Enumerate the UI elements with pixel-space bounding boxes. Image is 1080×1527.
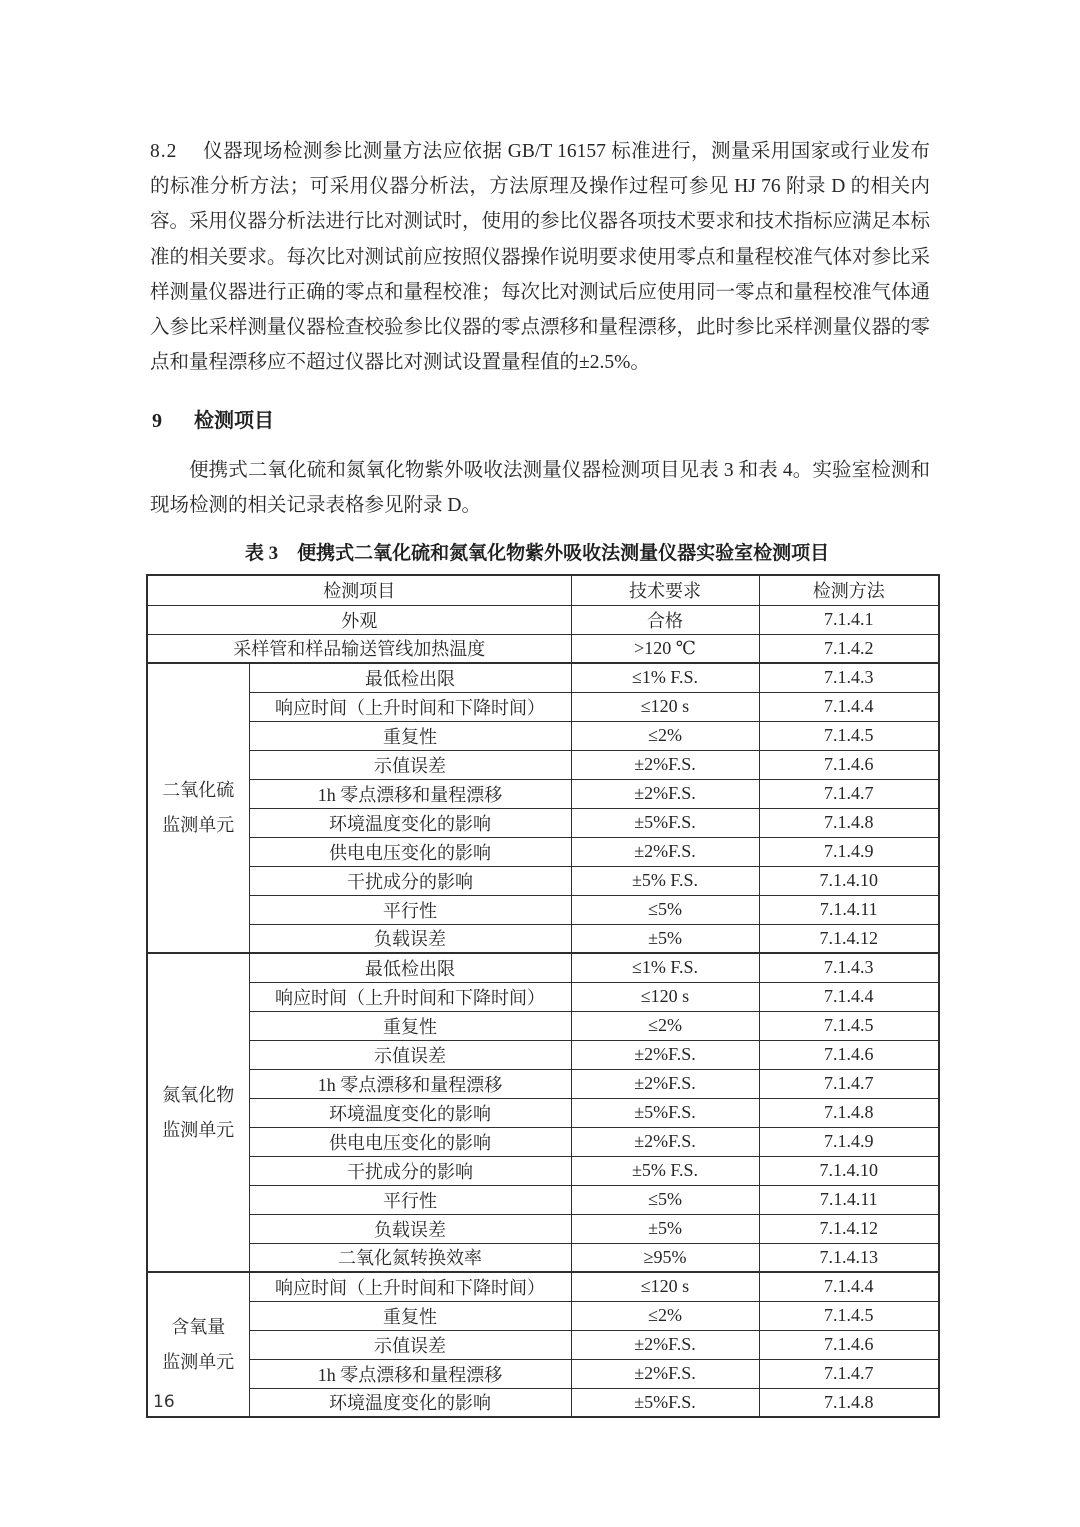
table-row	[147, 1040, 939, 1069]
req-cell: ±5%F.S.	[571, 1388, 759, 1417]
table-row	[147, 1098, 939, 1127]
req-cell: ≤120 s	[571, 1272, 759, 1301]
table-row	[147, 750, 939, 779]
table-row	[147, 663, 939, 692]
item-cell: 环境温度变化的影响	[249, 1098, 571, 1127]
req-cell: ≤120 s	[571, 982, 759, 1011]
table-row	[147, 837, 939, 866]
table-row	[147, 1359, 939, 1388]
item-cell: 平行性	[249, 1185, 571, 1214]
table-row	[147, 1301, 939, 1330]
req-cell: ±2%F.S.	[571, 750, 759, 779]
item-cell: 重复性	[249, 1301, 571, 1330]
table-row	[147, 895, 939, 924]
table-row	[147, 808, 939, 837]
req-cell: ±2%F.S.	[571, 1040, 759, 1069]
page-number: 16	[153, 1392, 175, 1412]
req-cell: ±2%F.S.	[571, 1359, 759, 1388]
col-header-requirement: 技术要求	[571, 575, 759, 605]
table-row	[147, 721, 939, 750]
req-cell: ≤5%	[571, 895, 759, 924]
method-cell: 7.1.4.2	[759, 634, 939, 663]
req-cell: ≤5%	[571, 1185, 759, 1214]
table-row	[147, 982, 939, 1011]
section-9-title: 检测项目	[194, 410, 274, 433]
item-cell: 供电电压变化的影响	[249, 837, 571, 866]
table-row	[147, 634, 939, 663]
item-cell: 1h 零点漂移和量程漂移	[249, 1069, 571, 1098]
req-cell: ±2%F.S.	[571, 779, 759, 808]
method-cell: 7.1.4.12	[759, 1214, 939, 1243]
method-cell: 7.1.4.8	[759, 1098, 939, 1127]
group-label-so2: 二氧化硫 监测单元	[147, 663, 249, 953]
item-cell: 示值误差	[249, 1040, 571, 1069]
table-row	[147, 1156, 939, 1185]
table-row	[147, 1243, 939, 1272]
method-cell: 7.1.4.5	[759, 1301, 939, 1330]
table-row	[147, 1330, 939, 1359]
method-cell: 7.1.4.5	[759, 1011, 939, 1040]
req-cell: ±5%F.S.	[571, 808, 759, 837]
method-cell: 7.1.4.6	[759, 1330, 939, 1359]
item-cell: 环境温度变化的影响	[249, 808, 571, 837]
table-row	[147, 1388, 939, 1417]
method-cell: 7.1.4.7	[759, 779, 939, 808]
method-cell: 7.1.4.3	[759, 663, 939, 692]
req-cell: ≤2%	[571, 1301, 759, 1330]
clause-8-2-text: 仪器现场检测参比测量方法应依据 GB/T 16157 标准进行，测量采用国家或行业发布的标准分析方法；可采用仪器分析法，方法原理及操作过程可参见 HJ 76 附录 D 的相关内容。采用仪器分析法进行比对测试时，使用的参比仪器各项技术要求和技术指标应满足本标准的相关要求。每次比对测试前应按照仪器操作说明要求使用零点和量程校准气体对参比采样测量仪器进行正确的零点和量程校准；每次比对测试后应使用同一零点和量程校准气体通入参比采样测量仪器检查校验参比仪器的零点漂移和量程漂移，此时参比采样测量仪器的零点和量程漂移应不超过仪器比对测试设置量程值的±2.5%。	[150, 141, 931, 374]
method-cell: 7.1.4.12	[759, 924, 939, 953]
section-9-heading	[152, 404, 930, 433]
table-row	[147, 605, 939, 634]
req-cell: ±2%F.S.	[571, 1330, 759, 1359]
item-cell: 干扰成分的影响	[249, 1156, 571, 1185]
item-cell: 响应时间（上升时间和下降时间）	[249, 1272, 571, 1301]
group-label-o2: 含氧量 监测单元	[147, 1272, 249, 1417]
table-row	[147, 1127, 939, 1156]
method-cell: 7.1.4.7	[759, 1069, 939, 1098]
table-row	[147, 953, 939, 982]
item-cell: 响应时间（上升时间和下降时间）	[249, 692, 571, 721]
item-cell: 平行性	[249, 895, 571, 924]
item-cell: 负载误差	[249, 1214, 571, 1243]
method-cell: 7.1.4.13	[759, 1243, 939, 1272]
item-cell: 二氧化氮转换效率	[249, 1243, 571, 1272]
section-9-number: 9	[152, 410, 162, 433]
req-cell: ≤120 s	[571, 692, 759, 721]
method-cell: 7.1.4.8	[759, 808, 939, 837]
table-row	[147, 1011, 939, 1040]
req-cell: ±2%F.S.	[571, 1127, 759, 1156]
clause-8-2-number: 8.2	[150, 141, 178, 162]
method-cell: 7.1.4.7	[759, 1359, 939, 1388]
req-cell: ≤2%	[571, 1011, 759, 1040]
req-cell: ≤1% F.S.	[571, 663, 759, 692]
item-cell: 干扰成分的影响	[249, 866, 571, 895]
req-cell: ±2%F.S.	[571, 837, 759, 866]
col-header-item: 检测项目	[147, 575, 571, 605]
req-cell: ±5%	[571, 924, 759, 953]
method-cell: 7.1.4.4	[759, 692, 939, 721]
table-row	[147, 1272, 939, 1301]
req-cell: >120 ℃	[571, 634, 759, 663]
req-cell: ≤1% F.S.	[571, 953, 759, 982]
method-cell: 7.1.4.8	[759, 1388, 939, 1417]
req-cell: ±5% F.S.	[571, 866, 759, 895]
method-cell: 7.1.4.6	[759, 1040, 939, 1069]
req-cell: ≥95%	[571, 1243, 759, 1272]
item-cell: 示值误差	[249, 750, 571, 779]
method-cell: 7.1.4.6	[759, 750, 939, 779]
col-header-method: 检测方法	[759, 575, 939, 605]
table-row	[147, 1069, 939, 1098]
method-cell: 7.1.4.9	[759, 1127, 939, 1156]
table-row	[147, 1214, 939, 1243]
item-cell: 响应时间（上升时间和下降时间）	[249, 982, 571, 1011]
method-cell: 7.1.4.4	[759, 1272, 939, 1301]
method-cell: 7.1.4.10	[759, 1156, 939, 1185]
item-cell: 负载误差	[249, 924, 571, 953]
req-cell: ±5%	[571, 1214, 759, 1243]
req-cell: ≤2%	[571, 721, 759, 750]
table-row	[147, 1185, 939, 1214]
item-cell: 采样管和样品输送管线加热温度	[147, 634, 571, 663]
item-cell: 1h 零点漂移和量程漂移	[249, 779, 571, 808]
table-3	[146, 574, 940, 1418]
item-cell: 环境温度变化的影响	[249, 1388, 571, 1417]
method-cell: 7.1.4.3	[759, 953, 939, 982]
table-row	[147, 779, 939, 808]
method-cell: 7.1.4.10	[759, 866, 939, 895]
method-cell: 7.1.4.1	[759, 605, 939, 634]
method-cell: 7.1.4.11	[759, 1185, 939, 1214]
req-cell: ±5%F.S.	[571, 1098, 759, 1127]
item-cell: 供电电压变化的影响	[249, 1127, 571, 1156]
table-row	[147, 924, 939, 953]
table-row	[147, 866, 939, 895]
table-3-title: 表 3 便携式二氧化硫和氮氧化物紫外吸收法测量仪器实验室检测项目	[244, 543, 830, 565]
method-cell: 7.1.4.11	[759, 895, 939, 924]
group-label-nox: 氮氧化物 监测单元	[147, 953, 249, 1272]
req-cell: ±2%F.S.	[571, 1069, 759, 1098]
table-row	[147, 692, 939, 721]
method-cell: 7.1.4.4	[759, 982, 939, 1011]
req-cell: ±5% F.S.	[571, 1156, 759, 1185]
item-cell: 示值误差	[249, 1330, 571, 1359]
req-cell: 合格	[571, 605, 759, 634]
table-header-row	[147, 575, 939, 605]
section-9-paragraph: 便携式二氧化硫和氮氧化物紫外吸收法测量仪器检测项目见表 3 和表 4。实验室检测和现场检测的相关记录表格参见附录 D。	[150, 460, 930, 517]
method-cell: 7.1.4.9	[759, 837, 939, 866]
method-cell: 7.1.4.5	[759, 721, 939, 750]
item-cell: 最低检出限	[249, 663, 571, 692]
item-cell: 重复性	[249, 721, 571, 750]
item-cell: 重复性	[249, 1011, 571, 1040]
item-cell: 1h 零点漂移和量程漂移	[249, 1359, 571, 1388]
item-cell: 最低检出限	[249, 953, 571, 982]
item-cell: 外观	[147, 605, 571, 634]
clause-8-2-paragraph	[150, 134, 930, 380]
